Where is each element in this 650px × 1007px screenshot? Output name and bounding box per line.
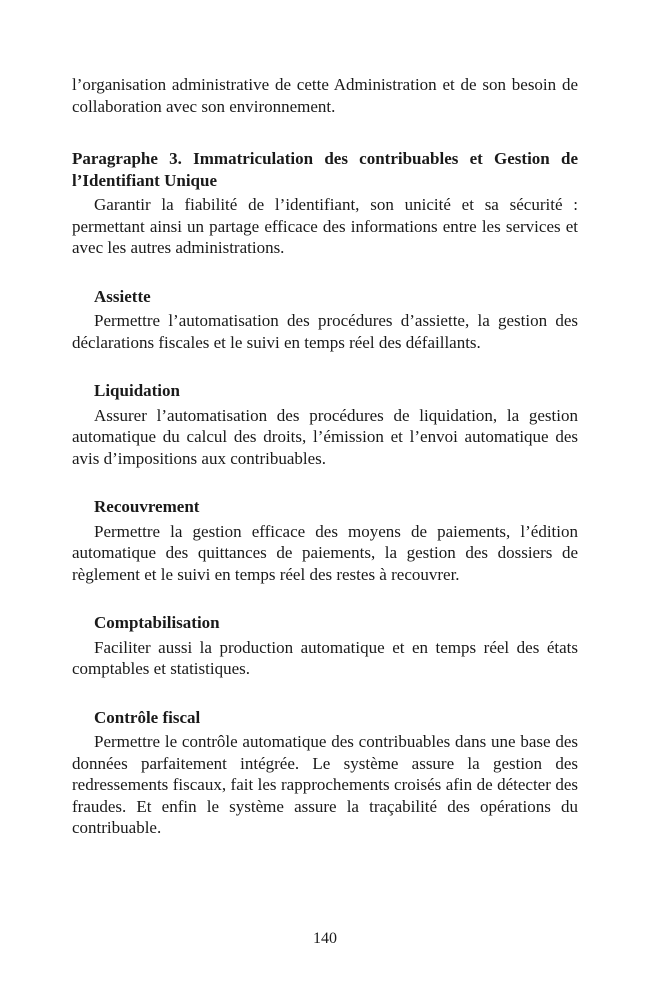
subheading-assiette: Assiette — [94, 286, 151, 306]
subheading-comptabilisation: Comptabilisation — [94, 613, 220, 632]
paragraph-comptabilisation: Faciliter aussi la production automatique et en temps réel des états comptables et statistiques. — [72, 637, 578, 678]
subheading-controle-fiscal: Contrôle fiscal — [94, 707, 201, 727]
subheading-liquidation: Liquidation — [94, 381, 180, 400]
paragraph-assiette: Permettre l’automatisation des procédures d’assiette, la gestion des déclarations fiscales et le suivi en temps réel des défaillants. — [72, 311, 578, 352]
paragraph-liquidation: Assurer l’automatisation des procédures de liquidation, la gestion automatique du calcul des droits, l’émission et l’envoi automatique des avis d’impositions aux contribuables. — [72, 405, 578, 468]
section-heading-paragraphe-3: Paragraphe 3. Immatriculation des contribuables et Gestion de l’Identifiant Unique — [72, 149, 578, 190]
paragraph-continuation: l’organisation administrative de cette Administration et de son besoin de collaboration avec son environnement. — [72, 75, 578, 116]
paragraph-recouvrement: Permettre la gestion efficace des moyens de paiements, l’édition automatique des quittances de paiements, la gestion des dossiers de règlement et le suivi en temps réel des restes à recouvrer. — [72, 521, 578, 584]
page-content — [72, 74, 578, 839]
subheading-recouvrement: Recouvrement — [94, 497, 200, 516]
paragraph-garantir: Garantir la fiabilité de l’identifiant, son unicité et sa sécurité : permettant ainsi un partage efficace des informations entre les services et avec les autres administrations. — [72, 195, 578, 257]
page-number: 140 — [313, 930, 337, 947]
paragraph-controle-fiscal: Permettre le contrôle automatique des contribuables dans une base des données parfaitement intégrée. Le système assure la gestion des redressements fiscaux, fait les rapprochements croisés afin de détecter des fraudes. Et enfin le système assure la traçabilité des opérations du contribuable. — [72, 732, 578, 837]
